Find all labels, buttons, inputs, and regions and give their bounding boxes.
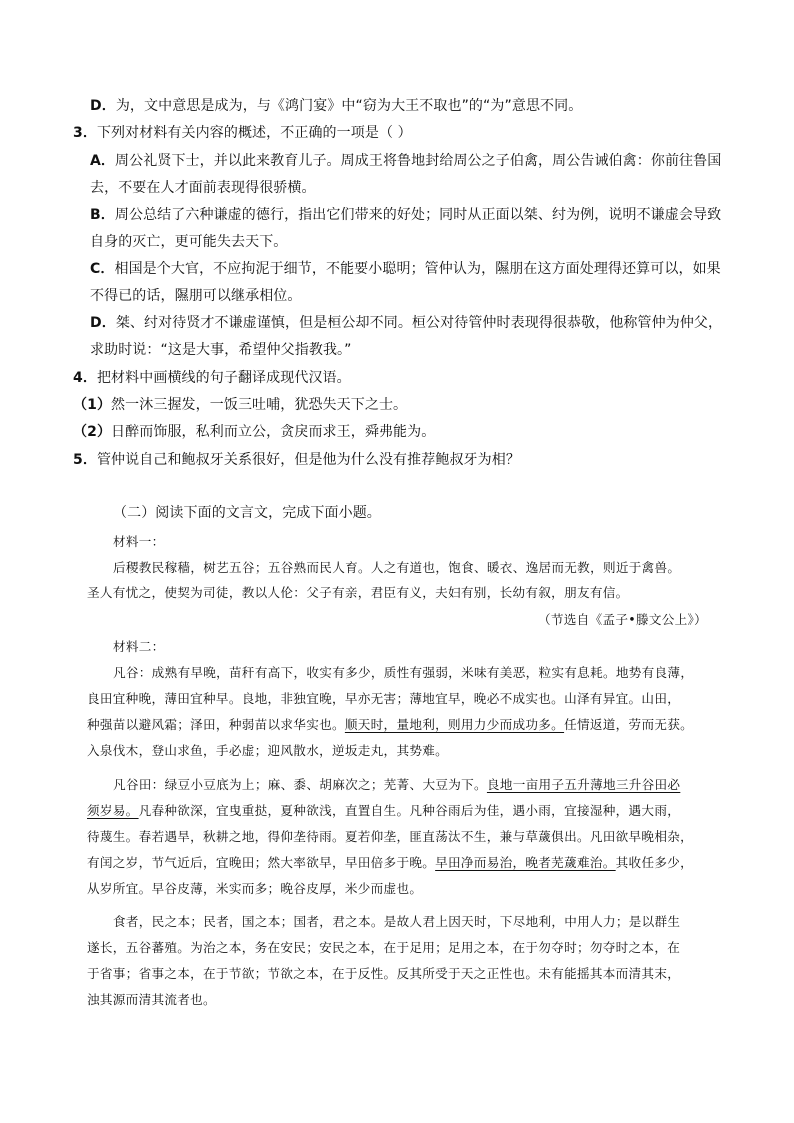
underlined-sentence: 顺天时，量地利，则用力少而成功多。 bbox=[344, 717, 565, 732]
material1-source: （节选自《孟子•滕文公上》） bbox=[538, 612, 708, 627]
material2-p1-line: 良田宜种晚，薄田宜种早。良地，非独宜晚，早亦无害；薄地宜早，晚必不成实也。山泽有异宜。山田， bbox=[87, 691, 681, 706]
option-letter: C． bbox=[90, 261, 115, 277]
question-4 bbox=[73, 368, 351, 388]
question-number: 5． bbox=[73, 452, 97, 468]
question-number: 3． bbox=[73, 125, 97, 141]
question-5 bbox=[73, 450, 520, 470]
option-text: 求助时说：“这是大事，希望仲父指教我。” bbox=[90, 342, 352, 358]
underlined-sentence: 良地一亩用子五升薄地三升谷田必 bbox=[486, 777, 681, 792]
material2-p1-line bbox=[87, 715, 693, 735]
material2-p2-line bbox=[87, 853, 693, 873]
material1-line: 后稷教民稼穑，树艺五谷；五谷熟而民人育。人之有道也，饱食、暖衣、逸居而无教，则近于禽兽。 bbox=[113, 560, 681, 575]
section-title: （二）阅读下面的文言文，完成下面小题。 bbox=[113, 505, 381, 521]
option-d bbox=[90, 313, 722, 333]
option-d-prev bbox=[90, 96, 582, 116]
text-run: 凡春种欲深，宜曳重挞，夏种欲浅，直置自生。凡种谷雨后为佳，遇小雨，宜接湿种，遇大雨， bbox=[138, 803, 681, 818]
question-number: 4． bbox=[73, 370, 97, 386]
option-a bbox=[90, 151, 721, 171]
material1-line: 圣人有忧之，使契为司徒，教以人伦：父子有亲，君臣有义，夫妇有别，长幼有叙，朋友有信。 bbox=[87, 585, 629, 600]
option-b bbox=[90, 205, 721, 225]
item-text: 然一沐三握发，一饭三吐哺，犹恐失天下之士。 bbox=[111, 397, 408, 413]
text-run: 有闰之岁，节气近后，宜晚田；然大率欲早，早田倍多于晚。 bbox=[87, 855, 436, 870]
option-text: 周公礼贤下士，并以此来教育儿子。周成王将鲁地封给周公之子伯禽，周公告诫伯禽：你前往鲁国 bbox=[115, 153, 722, 169]
option-text: 周公总结了六种谦虚的德行，指出它们带来的好处；同时从正面以桀、纣为例，说明不谦虚会导致 bbox=[114, 207, 722, 223]
question-text: 下列对材料有关内容的概述，不正确的一项是（ ） bbox=[96, 125, 412, 141]
option-text: 去，不要在人才面前表现得很骄横。 bbox=[90, 180, 316, 196]
material2-p1-line: 入泉伐木，登山求鱼，手必虚；迎风散水，逆坂走丸，其势难。 bbox=[87, 743, 449, 758]
material2-p3-line: 遂长，五谷蕃殖。为治之本，务在安民；安民之本，在于足用；足用之本，在于勿夺时；勿夺时之本，在 bbox=[87, 940, 681, 955]
item-text: 日醉而饰服，私利而立公，贪戾而求王，舜弗能为。 bbox=[111, 424, 436, 440]
material1-label: 材料一： bbox=[113, 534, 165, 549]
option-text: 相国是个大官，不应拘泥于细节，不能要小聪明；管仲认为，隰朋在这方面处理得还算可以，如果 bbox=[114, 261, 721, 277]
option-c-cont bbox=[90, 286, 302, 306]
option-d-cont bbox=[90, 340, 352, 360]
question-4-item-1 bbox=[73, 395, 407, 415]
option-text: 为，文中意思是成为，与《鸿门宴》中“窃为大王不取也”的“为”意思不同。 bbox=[115, 98, 583, 114]
option-letter: D． bbox=[90, 315, 116, 331]
text-run: 任情返道，劳而无获。 bbox=[564, 717, 694, 732]
option-b-cont bbox=[90, 232, 287, 252]
option-text: 桀、纣对待贤才不谦虚谨慎，但是桓公却不同。桓公对待管仲时表现得很恭敬，他称管仲为仲父， bbox=[115, 315, 723, 331]
underlined-sentence: 须岁易。 bbox=[87, 803, 139, 818]
material2-p3-line: 食者，民之本；民者，国之本；国者，君之本。是故人君上因天时，下尽地利，中用人力；是以群生 bbox=[113, 914, 681, 929]
material2-p2-line: 从岁所宜。早谷皮薄，米实而多；晚谷皮厚，米少而虚也。 bbox=[87, 881, 423, 896]
question-text: 把材料中画横线的句子翻译成现代汉语。 bbox=[96, 370, 351, 386]
option-letter: A． bbox=[90, 153, 116, 169]
option-c bbox=[90, 259, 721, 279]
material2-p3-line: 浊其源而清其流者也。 bbox=[87, 992, 216, 1007]
option-text: 自身的灭亡，更可能失去天下。 bbox=[90, 234, 288, 250]
material2-p2-line bbox=[113, 775, 680, 795]
question-4-item-2 bbox=[73, 422, 435, 442]
material2-label: 材料二： bbox=[113, 639, 165, 654]
option-text: 不得已的话，隰朋可以继承相位。 bbox=[90, 288, 302, 304]
text-run: 种强苗以避风霜；泽田，种弱苗以求华实也。 bbox=[87, 717, 345, 732]
material2-p3-line: 于省事；省事之本，在于节欲；节欲之本，在于反性。反其所受于天之正性也。未有能摇其本而清其末， bbox=[87, 966, 681, 981]
material2-p1-line: 凡谷：成熟有早晚，苗秆有高下，收实有多少，质性有强弱，米味有美恶，粒实有息耗。地势有良薄， bbox=[113, 665, 694, 680]
option-letter: B． bbox=[90, 207, 115, 223]
text-run: 其收任多少， bbox=[615, 855, 694, 870]
item-number: （2） bbox=[73, 424, 112, 440]
text-run: 凡谷田：绿豆小豆底为上；麻、黍、胡麻次之；芜菁、大豆为下。 bbox=[113, 777, 487, 792]
underlined-sentence: 早田净而易治，晚者芜薉难治。 bbox=[435, 855, 616, 870]
question-text: 管仲说自己和鲍叔牙关系很好，但是他为什么没有推荐鲍叔牙为相？ bbox=[96, 452, 520, 468]
material2-p2-line: 待蔑生。春若遇旱，秋耕之地，得仰垄待雨。夏若仰垄，匪直荡汰不生，兼与草薉俱出。凡田欲早晚相杂， bbox=[87, 829, 694, 844]
option-letter: D． bbox=[90, 98, 116, 114]
question-3 bbox=[73, 123, 412, 143]
item-number: （1） bbox=[73, 397, 112, 413]
material2-p2-line bbox=[87, 801, 680, 821]
option-a-cont bbox=[90, 178, 316, 198]
